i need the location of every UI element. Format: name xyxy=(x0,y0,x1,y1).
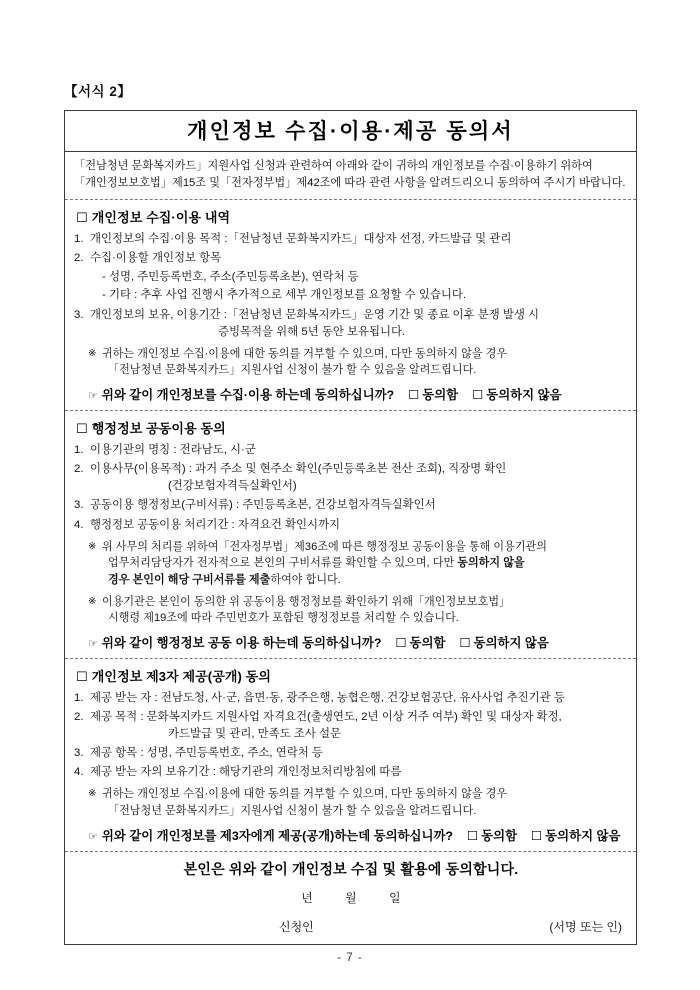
section2-note-1 xyxy=(74,539,628,589)
section3-item-1-number: 1. xyxy=(74,691,84,704)
section2-agree-row xyxy=(74,633,628,651)
section2-note-2-line-2: 시행령 제19조에 따라 주민번호가 포함된 행정정보를 처리할 수 있습니다. xyxy=(108,612,459,625)
section1-item-2-dash-1: - 성명, 주민등록번호, 주소(주민등록초본), 연락처 등 xyxy=(102,270,359,283)
section1-item-3-text-line-2: 증빙목적을 위해 5년 동안 보유됩니다. xyxy=(218,325,406,338)
closing-statement: 본인은 위와 같이 개인정보 수집 및 활용에 동의합니다. xyxy=(183,860,519,877)
section3-item-3-text: 제공 항목 : 성명, 주민등록번호, 주소, 연락처 등 xyxy=(90,747,323,760)
section2-note-2-line-1: 이용기관은 본인이 동의한 위 공동이용 행정정보를 확인하기 위해「개인정보보호법」 xyxy=(102,595,511,608)
section3-note-line-2: 「전남청년 문화복지카드」지원사업 신청이 불가 할 수 있음을 알려드립니다. xyxy=(108,805,477,818)
closing-block xyxy=(65,852,636,944)
consent-form-box xyxy=(64,110,637,945)
section3-agree-yes-option[interactable] xyxy=(467,826,517,844)
section3-note-line-1: 귀하는 개인정보 수집·이용에 대한 동의를 거부할 수 있으며, 다만 동의하지 않을 경우 xyxy=(102,788,508,801)
section3-item-4 xyxy=(74,764,628,781)
section3-item-2-number: 2. xyxy=(74,710,84,723)
checkbox-icon[interactable]: ☐ xyxy=(408,387,420,403)
section3-item-3-number: 3. xyxy=(74,747,84,760)
intro-line-2: 「개인정보보호법」제15조 및「전자정부법」제42조에 따라 관련 사항을 알려드리오니 동의하여 주시기 바랍니다. xyxy=(74,177,626,190)
section1-item-2 xyxy=(74,250,628,267)
section2-heading-label: 행정정보 공동이용 동의 xyxy=(91,421,226,437)
section2-item-1 xyxy=(74,442,628,459)
section2-item-2-text-line-1: 이용사무(이용목적) : 과거 주소 및 현주소 확인(주민등록초본 전산 조회), 직장명 확인 xyxy=(90,463,507,476)
section1-heading xyxy=(76,207,628,226)
section3-item-3 xyxy=(74,745,628,762)
intro-paragraph xyxy=(65,152,636,200)
section1-item-1-text: 개인정보의 수집·이용 목적 :「전남청년 문화복지카드」대상자 선정, 카드발급 및 관리 xyxy=(90,232,512,245)
section2-item-4-text: 행정정보 공동이용 처리기간 : 자격요건 확인시까지 xyxy=(90,518,341,531)
section2-agree-yes-option[interactable] xyxy=(395,633,445,651)
asterisk-icon: ※ xyxy=(88,347,97,359)
checkbox-icon[interactable]: ☐ xyxy=(395,634,407,650)
section3-heading xyxy=(76,666,628,685)
section1-agree-yes-option[interactable] xyxy=(408,385,458,403)
section2-note-1-line-1: 위 사무의 처리를 위하여「전자정부법」제36조에 따른 행정정보 공동이용을 통해 이용기관의 xyxy=(102,540,547,553)
section2-agree-no-option[interactable] xyxy=(460,633,549,651)
pointing-hand-icon: ☞ xyxy=(88,390,98,403)
section2-item-2-number: 2. xyxy=(74,463,84,476)
section1-heading-label: 개인정보 수집·이용 내역 xyxy=(91,209,231,225)
checkbox-icon[interactable]: ☐ xyxy=(472,387,484,403)
page-number: - 7 - xyxy=(337,952,363,964)
section3-agree-no-label: 동의하지 않음 xyxy=(545,828,621,843)
date-day-label: 일 xyxy=(388,890,401,905)
section2-note-1-line-3-plain: 하여야 합니다. xyxy=(270,573,341,586)
section1-agree-no-option[interactable] xyxy=(472,385,561,403)
section1-item-2-dash-2: - 기타 : 추후 사업 진행시 추가적으로 세부 개인정보를 요청할 수 있습니다. xyxy=(102,289,467,302)
title-row xyxy=(65,111,636,152)
section2-item-1-number: 1. xyxy=(74,444,84,457)
section1-item-3 xyxy=(74,307,628,341)
date-year-label: 년 xyxy=(301,890,314,905)
section1-agree-yes-label: 동의함 xyxy=(422,388,459,403)
checkbox-icon[interactable]: ☐ xyxy=(531,827,543,843)
section2-item-2 xyxy=(74,461,628,495)
section2-item-3 xyxy=(74,497,628,514)
section1-agree-question: 위와 같이 개인정보를 수집·이용 하는데 동의하십니까? xyxy=(101,388,395,403)
pointing-hand-icon: ☞ xyxy=(88,637,98,650)
section3-item-4-number: 4. xyxy=(74,766,84,779)
section3-agree-question: 위와 같이 개인정보를 제3자에게 제공(공개)하는데 동의하십니까? xyxy=(101,828,454,843)
section3-agree-no-option[interactable] xyxy=(531,826,620,844)
section3-item-2-text-line-2: 카드발급 및 관리, 만족도 조사 설문 xyxy=(168,728,342,741)
section1-agree-no-label: 동의하지 않음 xyxy=(486,388,562,403)
section2-note-2 xyxy=(74,594,628,627)
applicant-label: 신청인 xyxy=(279,919,314,934)
section2-item-4 xyxy=(74,517,628,534)
section1-item-3-text-line-1: 개인정보의 보유, 이용기간 :「전남청년 문화복지카드」운영 기간 및 종료 이후 분쟁 발생 시 xyxy=(90,308,540,321)
form-number-label: 【서식 2】 xyxy=(64,84,132,99)
checkbox-icon[interactable]: ☐ xyxy=(76,422,88,438)
section2-note-1-line-2 xyxy=(102,555,628,572)
pointing-hand-icon: ☞ xyxy=(88,830,98,843)
section2-note-1-line-3 xyxy=(102,572,628,589)
section1-item-2-text: 수집·이용할 개인정보 항목 xyxy=(90,251,222,264)
asterisk-icon: ※ xyxy=(88,540,97,552)
page-title: 개인정보 수집·이용·제공 동의서 xyxy=(187,120,514,143)
section2-agree-question: 위와 같이 행정정보 공동 이용 하는데 동의하십니까? xyxy=(101,635,382,650)
section3-item-4-text: 제공 받는 자의 보유기간 : 해당기관의 개인정보처리방침에 따름 xyxy=(90,766,402,779)
section1-note-line-1: 귀하는 개인정보 수집·이용에 대한 동의를 거부할 수 있으며, 다만 동의하지 않을 경우 xyxy=(102,347,508,360)
section3-item-1 xyxy=(74,690,628,707)
section2-item-3-number: 3. xyxy=(74,499,84,512)
checkbox-icon[interactable]: ☐ xyxy=(76,669,88,685)
section3-note xyxy=(74,786,628,819)
section-third-party-provision xyxy=(65,659,636,852)
section3-heading-label: 개인정보 제3자 제공(공개) 동의 xyxy=(91,668,271,684)
section2-item-1-text: 이용기관의 명칭 : 전라남도, 시·군 xyxy=(90,444,256,457)
section2-item-4-number: 4. xyxy=(74,518,84,531)
section1-item-3-number: 3. xyxy=(74,308,84,321)
section2-item-3-text: 공동이용 행정정보(구비서류) : 주민등록초본, 건강보험자격득실확인서 xyxy=(90,499,436,512)
intro-line-1: 「전남청년 문화복지카드」지원사업 신청과 관련하여 아래와 같이 귀하의 개인정보를 수집·이용하기 위하여 xyxy=(74,160,593,172)
asterisk-icon: ※ xyxy=(88,595,97,607)
section-personal-info-collection xyxy=(65,200,636,411)
date-line xyxy=(74,889,628,906)
checkbox-icon[interactable]: ☐ xyxy=(459,634,471,650)
section3-item-1-text: 제공 받는 자 : 전남도청, 사·군, 읍면·동, 광주은행, 농협은행, 건강보험공단, 유사사업 추진기관 등 xyxy=(90,691,565,704)
section1-item-1-number: 1. xyxy=(74,232,84,245)
section2-note-1-line-3-bold: 경우 본인이 해당 구비서류를 제출 xyxy=(108,573,271,586)
section3-item-2-text-line-1: 제공 목적 : 문화복지카드 지원사업 자격요건(출생연도, 2년 이상 거주 여부) 확인 및 대상자 확정, xyxy=(90,710,562,723)
signature-line xyxy=(74,918,628,934)
section1-agree-row xyxy=(74,385,628,403)
section2-heading xyxy=(76,418,628,437)
section3-item-2 xyxy=(74,709,628,743)
section3-agree-row xyxy=(74,826,628,844)
section1-item-1 xyxy=(74,231,628,248)
section2-item-2-text-line-2: (건강보험자격득실확인서) xyxy=(168,480,297,493)
section2-agree-yes-label: 동의함 xyxy=(409,635,446,650)
section2-note-1-line-2-plain: 업무처리담당자가 전자적으로 본인의 구비서류를 확인할 수 있으며, 다만 xyxy=(108,557,458,570)
section2-agree-no-label: 동의하지 않음 xyxy=(473,635,549,650)
signature-or-seal-label: (서명 또는 인) xyxy=(549,919,622,934)
section1-note-line-2: 「전남청년 문화복지카드」지원사업 신청이 불가 할 수 있음을 알려드립니다. xyxy=(108,364,477,377)
section1-note xyxy=(74,346,628,379)
asterisk-icon: ※ xyxy=(88,788,97,800)
checkbox-icon[interactable]: ☐ xyxy=(76,210,88,226)
date-month-label: 월 xyxy=(345,890,357,905)
section3-agree-yes-label: 동의함 xyxy=(481,828,518,843)
section2-note-1-line-2-bold: 동의하지 않을 xyxy=(457,557,525,570)
section1-item-2-number: 2. xyxy=(74,251,84,264)
section-admin-info-sharing xyxy=(65,411,636,659)
checkbox-icon[interactable]: ☐ xyxy=(467,827,479,843)
